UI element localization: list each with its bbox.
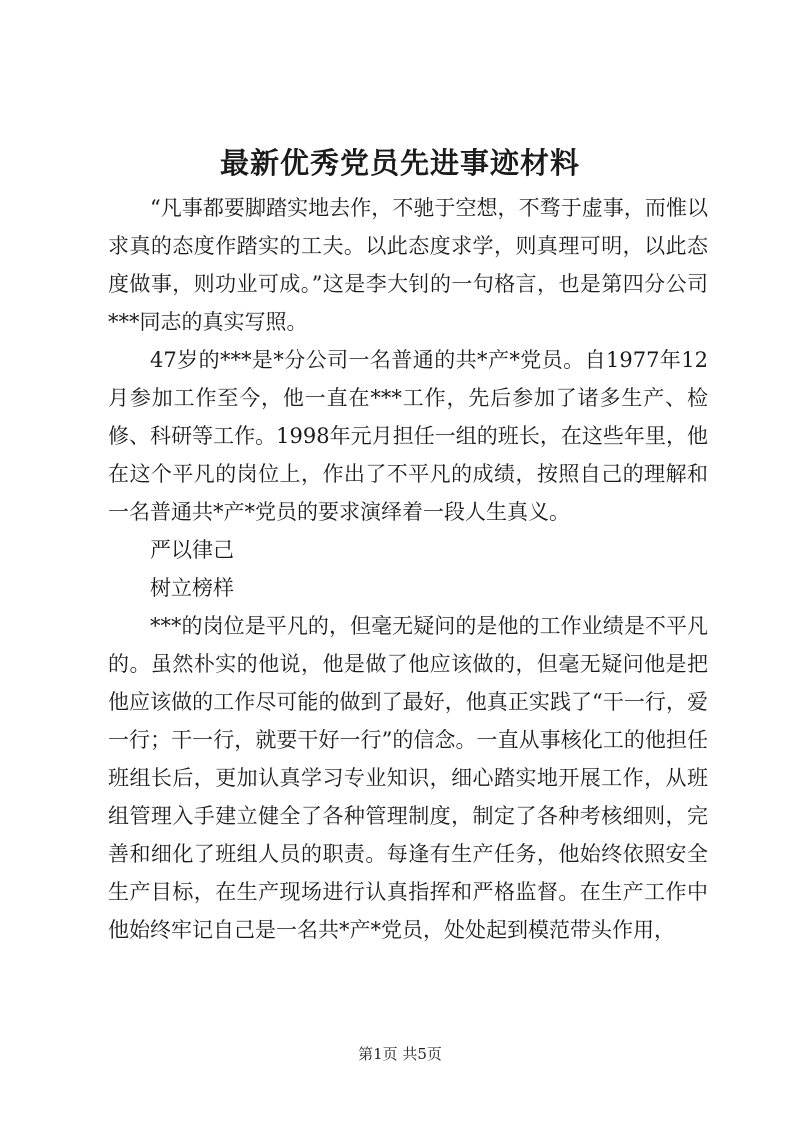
document-title: 最新优秀党员先进事迹材料	[219, 146, 580, 180]
paragraph-quote: “凡事都要脚踏实地去作，不驰于空想，不骛于虚事，而惟以求真的态度作踏实的工夫。以此态度求学，则真理可明，以此态度做事，则功业可成。”这是李大钊的一句格言，也是第四分公司***同志的真实写照。	[108, 196, 708, 334]
section-heading-self-discipline: 严以律己	[150, 538, 234, 562]
paragraph-achievements: ***的岗位是平凡的，但毫无疑问的是他的工作业绩是不平凡的。虽然朴实的他说，他是做了他应该做的，但毫无疑问他是把他应该做的工作尽可能的做到了最好，他真正实践了“干一行，爱一行；干一行，就要干好一行”的信念。一直从事核化工的他担任班组长后，更加认真学习专业知识，细心踏实地开展工作，从班组管理入手建立健全了各种管理制度，制定了各种考核细则，完善和细化了班组人员的职责。每逢有生产任务，他始终依照安全生产目标，在生产现场进行认真指挥和严格监督。在生产工作中他始终牢记自己是一名共*产*党员，处处起到模范带头作用，	[108, 614, 708, 942]
document-body	[108, 189, 708, 949]
page-number-footer: 第1页 共5页	[358, 1045, 442, 1063]
section-heading-set-example: 树立榜样	[150, 576, 234, 600]
paragraph-intro: 47岁的***是*分公司一名普通的共*产*党员。自1977年12月参加工作至今，他一直在***工作，先后参加了诸多生产、检修、科研等工作。1998年元月担任一组的班长，在这些年里，他在这个平凡的岗位上，作出了不平凡的成绩，按照自己的理解和一名普通共*产*党员的要求演绎着一段人生真义。	[108, 348, 708, 524]
